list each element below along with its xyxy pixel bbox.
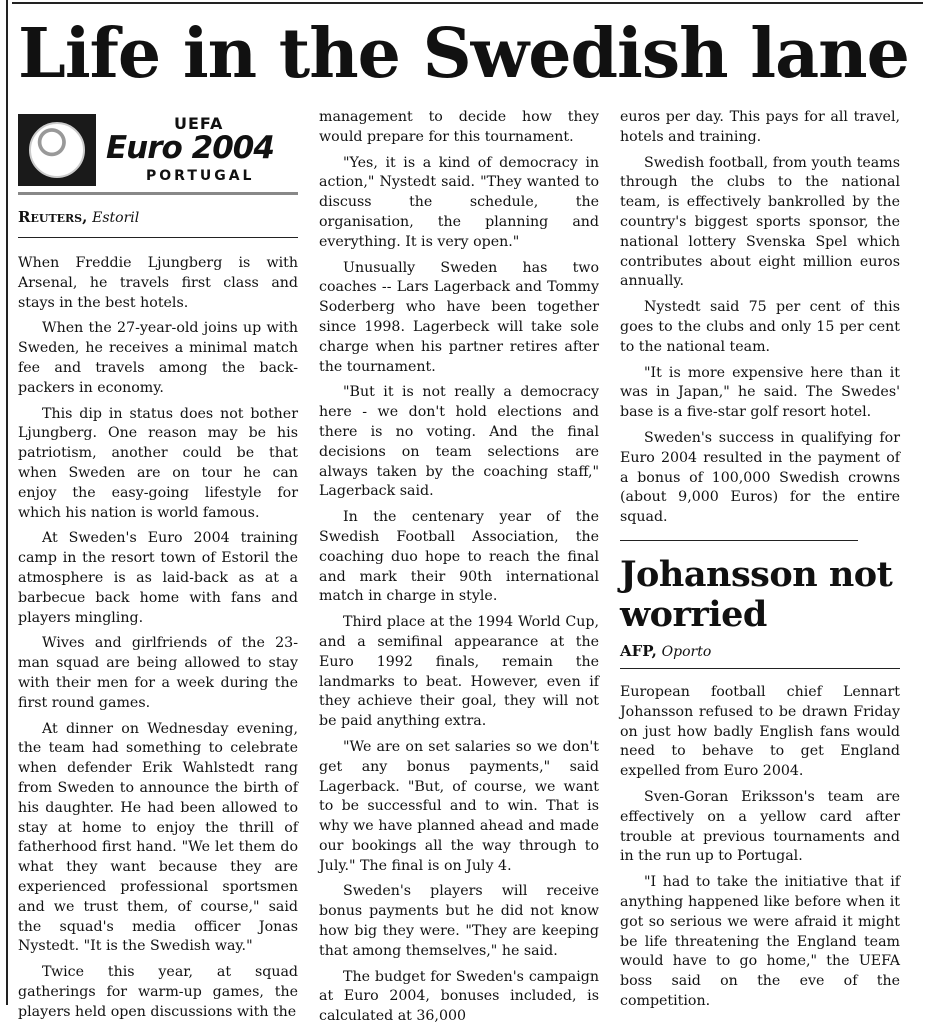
football-icon bbox=[18, 114, 96, 186]
paragraph: "Yes, it is a kind of democracy in action," Nystedt said. "They wanted to discuss the schedule, the organisation, the planning and everything. It is very open." bbox=[319, 154, 599, 250]
paragraph: Third place at the 1994 World Cup, and a semifinal appearance at the Euro 1992 finals, remain the landmarks to beat. However, even if they achieve their goal, they will not be paid anything extra. bbox=[319, 614, 599, 730]
story2-place: Oporto bbox=[661, 643, 712, 660]
story2-headline: Johansson not worried bbox=[620, 553, 893, 635]
paragraph: European football chief Lennart Johansson refused to be drawn Friday on just how badly English fans would need to behave to get England expelled from Euro 2004. bbox=[620, 683, 900, 780]
logo-uefa: UEFA bbox=[174, 114, 224, 133]
euro-2004-logo bbox=[18, 114, 298, 190]
paragraph: The budget for Sweden's campaign at Euro 2004, bonuses included, is calculated at 36,000 bbox=[319, 968, 599, 1025]
paragraph: "I had to take the initiative that if anything happened like before when it got so serious we were afraid it might be life threatening the England team would have to go home," the UEFA boss said on the eve of the competition. bbox=[620, 874, 900, 1009]
logo-portugal: PORTUGAL bbox=[146, 168, 255, 184]
paragraph: Sweden's success in qualifying for Euro 2004 resulted in the payment of a bonus of 100,000 Swedish crowns (about 9,000 Euros) for the entire squad. bbox=[620, 429, 900, 526]
byline bbox=[18, 207, 298, 238]
story2-byline bbox=[620, 641, 900, 669]
byline-agency: Reuters, bbox=[18, 208, 88, 226]
paragraph: At dinner on Wednesday evening, the team had something to celebrate when defender Erik Wahlstedt rang from Sweden to announce the birth of his daughter. He had been allowed to stay at home to enjoy the thrill of fatherhood first hand. "We let them do what they want because they are experienced professional sportsmen and we trust them, of course," said the squad's media officer Jonas Nystedt. "It is the Swedish way." bbox=[18, 720, 298, 955]
left-rule bbox=[6, 0, 8, 1005]
paragraph: Sweden's players will receive bonus payments but he did not know how big they were. "They are keeping that among themselves," he said. bbox=[319, 883, 599, 959]
paragraph: Wives and girlfriends of the 23-man squad are being allowed to stay with their men for a week during the first round games. bbox=[18, 635, 298, 711]
byline-place: Estoril bbox=[92, 210, 140, 226]
story2-agency: AFP, bbox=[620, 641, 657, 660]
paragraph: In the centenary year of the Swedish Football Association, the coaching duo hope to reach the final and mark their 90th international match in charge in style. bbox=[319, 509, 599, 605]
paragraph: Twice this year, at squad gatherings for warm-up games, the players held open discussions with the bbox=[18, 964, 298, 1020]
paragraph: Sven-Goran Eriksson's team are effectively on a yellow card after trouble at previous tournaments and in the run up to Portugal. bbox=[620, 788, 900, 865]
paragraph: euros per day. This pays for all travel, hotels and training. bbox=[620, 109, 900, 145]
paragraph: When Freddie Ljungberg is with Arsenal, he travels first class and stays in the best hotels. bbox=[18, 255, 298, 311]
paragraph: At Sweden's Euro 2004 training camp in the resort town of Estoril the atmosphere is as laid-back as at a barbecue back home with fans and players mingling. bbox=[18, 530, 298, 626]
paragraph: management to decide how they would prepare for this tournament. bbox=[319, 109, 599, 145]
column-2 bbox=[319, 108, 599, 1033]
paragraph: Nystedt said 75 per cent of this goes to the clubs and only 15 per cent to the national team. bbox=[620, 299, 900, 355]
story-separator bbox=[620, 540, 858, 541]
paragraph: "But it is not really a democracy here - we don't hold elections and there is no voting. And the final decisions on team selections are always taken by the coaching staff," Lagerback said. bbox=[319, 384, 599, 500]
paragraph: "It is more expensive here than it was in Japan," he said. The Swedes' base is a five-star golf resort hotel. bbox=[620, 364, 900, 421]
logo-divider bbox=[18, 192, 298, 195]
paragraph: This dip in status does not bother Ljungberg. One reason may be his patriotism, another could be that when Sweden are on tour he can enjoy the easy-going lifestyle for which his nation is world famous. bbox=[18, 405, 298, 521]
column-1 bbox=[18, 114, 298, 1028]
headline: Life in the Swedish lane bbox=[18, 14, 909, 94]
paragraph: Swedish football, from youth teams through the clubs to the national team, is effectively bankrolled by the country's biggest sports sponsor, the national lottery Svenska Spel which contributes about eight million euros annually. bbox=[620, 154, 900, 290]
logo-euro: Euro 2004 bbox=[106, 130, 274, 166]
column-3 bbox=[620, 108, 900, 1018]
paragraph: "We are on set salaries so we don't get any bonus payments," said Lagerback. "But, of course, we want to be successful and to win. That is why we have planned ahead and made our bookings all the way through to July." The final is on July 4. bbox=[319, 738, 599, 874]
paragraph: Unusually Sweden has two coaches -- Lars Lagerback and Tommy Soderberg who have been together since 1998. Lagerbeck will take sole charge when his partner retires after the tournament. bbox=[319, 259, 599, 375]
top-rule bbox=[12, 2, 923, 4]
paragraph: When the 27-year-old joins up with Sweden, he receives a minimal match fee and travels among the back-packers in economy. bbox=[18, 320, 298, 396]
logo-wordmark bbox=[96, 114, 298, 190]
